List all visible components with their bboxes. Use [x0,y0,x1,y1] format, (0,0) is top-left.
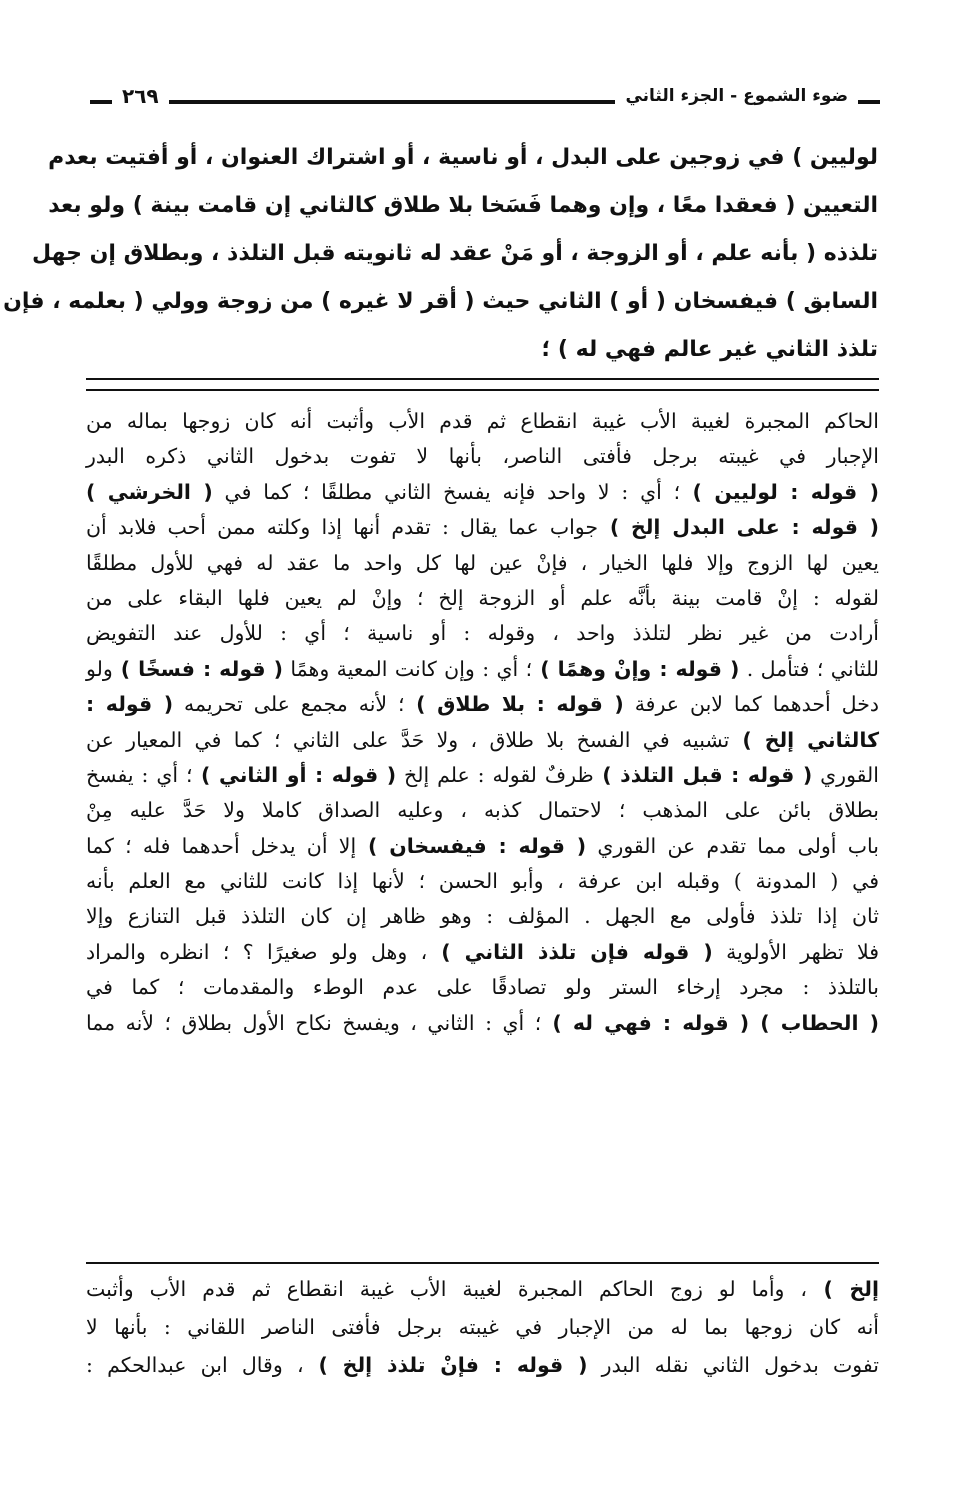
commentary-line [86,687,879,722]
header-title: ضوء الشموع - الجزء الثاني [615,86,858,106]
text-segment: أرادت من غير نظر لتلذذ واحد ، وقوله : أو ناسية ؛ أي : للأول عند التفويض [86,621,879,646]
commentary-line [86,546,879,581]
commentary-line [86,935,879,970]
continuation-block [86,1270,879,1384]
page-number: ٢٦٩ [112,84,169,108]
text-segment: فلا تظهر الأولوية [712,939,880,964]
text-segment: ؛ أي : الثاني ، ويفسخ نكاح الأول بطلاق ؛ لأنه مما [86,1010,542,1035]
quoted-lemma: ( قوله فإن تلذذ الثاني ) [427,939,713,964]
commentary-line [86,864,879,899]
commentary-line [86,404,879,439]
quoted-lemma: ( قوله : [86,692,174,717]
running-header [90,84,880,120]
quoted-lemma: ( قوله : لوليين ) [680,479,879,504]
quoted-lemma: ( قوله : أو الثاني ) [192,762,397,787]
text-segment: ثان إذا تلذذ فأولى مع الجهل . المؤلف : وهو ظاهر إن كان التلذذ قبل التنازع وإلا [86,904,879,929]
text-segment: أنه كان زوجها بما له من الإجبار في غيبته برجل فأفتى الناصر اللقاني : بأنها لا [86,1315,879,1339]
main-text-line: تلذذه ( بأنه علم ، أو الزوجة ، أو مَنْ عقد له ثانويته قبل التلذذ ، وبطلاق إن جهل [31,241,878,266]
commentary-line [86,758,879,793]
commentary-line [86,1006,879,1041]
quoted-lemma: ( قوله : فيفسخان ) [356,833,587,858]
text-segment: دخل أحدهما كما لابن عرفة [623,692,879,717]
continuation-line [86,1308,879,1346]
text-segment: باب أولى مما تقدم عن القوري [586,833,879,858]
text-segment: ، وهل ولو صغيرًا ؟ ؛ انظره والمراد [86,939,428,964]
footnote-divider [86,1262,879,1264]
main-text-line: تلذذ الثاني غير عالم فهي له ) ؛ [541,337,878,362]
text-segment: الإجبار في غيبته برجل فأفتى الناصر، بأنها لا تفوت بدخول الثاني ذكره البدر [86,444,879,469]
double-divider [86,378,879,391]
text-segment: ؛ أي : يفسخ [86,762,193,787]
commentary-line [86,510,879,545]
commentary-line [86,439,879,474]
quoted-lemma: ( قوله : فسخًا ) [112,656,283,681]
commentary-line [86,616,879,651]
quoted-lemma: ( الخرشي ) [86,479,213,504]
quoted-lemma: ( قوله : على البدل إلخ ) [598,515,879,540]
text-segment: تفوت بدخول الثاني نقله البدر [587,1353,879,1377]
main-text-line: السابق ) فيفسخان ( أو ) الثاني حيث ( أقر لا غيره ) من زوجة وولي ( بعلمه ، فإن [3,289,878,314]
quoted-lemma: ( قوله : بلا طلاق ) [404,692,624,717]
text-segment: ، وأما لو زوج الحاكم المجبرة لغيبة الأب غيبة انقطاع ثم قدم الأب وأثبت [86,1277,807,1301]
continuation-line [86,1346,879,1384]
text-segment: إلا أن يدخل أحدهما فله ؛ كما [86,833,357,858]
text-segment: ، وقال ابن عبدالحكم : [86,1353,304,1377]
continuation-line [86,1270,879,1308]
text-segment: ولو [86,656,113,681]
main-text-block [3,134,878,374]
commentary-block [86,404,879,1041]
commentary-line [86,723,879,758]
commentary-line [86,793,879,828]
quoted-lemma: ( الحطاب ) [749,1010,879,1035]
quoted-lemma: ( قوله : فهي له ) [541,1010,750,1035]
text-segment: للثاني ؛ فتأمل . [739,656,879,681]
commentary-line [86,829,879,864]
quoted-lemma: ( قوله : قبل التلذذ ) [593,762,813,787]
commentary-line [86,652,879,687]
quoted-lemma: إلخ ) [806,1277,879,1301]
quoted-lemma: كالثاني إلخ ) [729,727,879,752]
text-segment: ؛ أي : وإن كانت المعية وهمًا [283,656,533,681]
text-segment: لقوله : إنْ قامت بينة بأنَّه علم أو الزوجة إلخ ؛ وإنْ لم يعين فلها البقاء على من [86,585,879,610]
text-segment: في ( المدونة ) وقبله ابن عرفة ، وأبو الحسن ؛ لأنها إذا كانت للثاني مع العلم بأنه [86,869,879,894]
quoted-lemma: ( قوله : وإنْ وهمًا ) [532,656,740,681]
text-segment: بطلاق بائن على المذهب ؛ لاحتمال كذبه ، وعليه الصداق كاملا ولا حَدَّ عليه مِنْ [86,798,879,823]
text-segment: الحاكم المجبرة لغيبة الأب غيبة انقطاع ثم قدم الأب وأثبت أنه كان زوجها بماله من [86,409,879,433]
commentary-line [86,970,879,1005]
main-text-line: التعيين ( فعقدا معًا ، وإن وهما فَسَخا بلا طلاق كالثاني إن قامت بينة ) ولو بعد [48,193,878,218]
text-segment: ؛ لأنه مجمع على تحريمه [173,692,405,717]
text-segment: ؛ أي : لا واحد فإنه يفسخ الثاني مطلقًا ؛ كما في [212,479,681,504]
text-segment: جواب عما يقال : تقدم أنها إذا وكلته ممن أحب فلابد أن [86,515,599,540]
quoted-lemma: ( قوله : فإنْ تلذذ إلخ ) [303,1353,588,1377]
commentary-line [86,475,879,510]
text-segment: القوري [812,762,879,787]
commentary-line [86,581,879,616]
text-segment: تشبيه في الفسخ بلا طلاق ، ولا حَدَّ على الثاني ؛ كما في المعيار عن [86,727,730,752]
text-segment: ظرفٌ لقوله : علم إلخ [396,762,594,787]
main-text-line: لوليين ) في زوجين على البدل ، أو ناسية ، أو اشتراك العنوان ، أو أفتيت بعدم [48,145,878,170]
text-segment: يعين لها الزوج وإلا فلها الخيار ، فإنْ عين لها كل واحد ما عقد له فهي للأول مطلقًا [86,550,879,575]
commentary-line [86,899,879,934]
text-segment: بالتلذذ : مجرد إرخاء الستر ولو تصادقًا على عدم الوطء والمقدمات ؛ كما في [86,975,879,1000]
